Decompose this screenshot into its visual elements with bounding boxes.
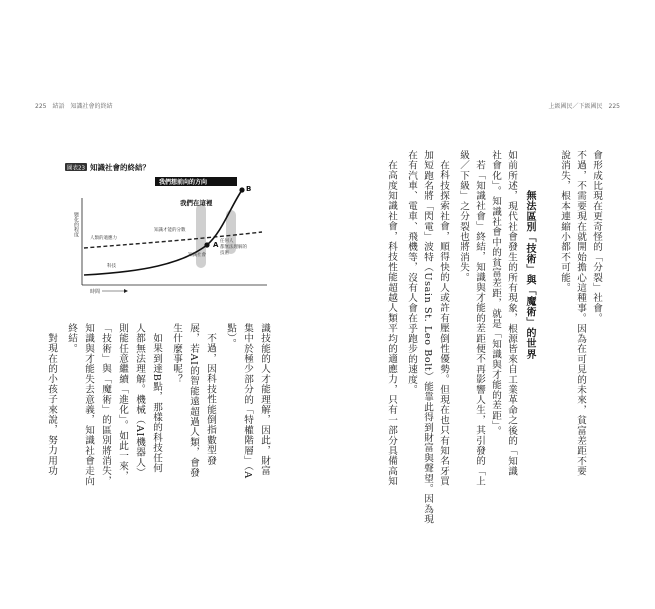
text-column: 知識與才能失去意義，知識社會走向 [83,323,94,487]
text-column: 集中於極少部分的「特權階層」（A [242,323,253,479]
text-column: 識技能的人才能理解，因此，財富 [259,323,270,476]
text-column: 不過，不需要現在就開始擔心這種事。因為在可見的未來，貧富差距不要 [575,150,586,477]
text-column: 在有汽車、電車、飛機等，沒有人會在乎跑步的速度。 [406,150,417,395]
banner-label: 我們想前向的方向 [159,179,208,186]
text-column: 不過，因科技性能倒指數型發 [205,333,216,466]
text-column: 如前所述，現代社會發生的所有現象，根源皆來自工業革命之後的「知識 [506,150,517,477]
figure-knowledge-society [62,160,277,300]
text-column: 生什麼事呢？ [171,323,182,385]
text-column: 社會化」。知識社會中的貧富差距，就是「知識與才能的差距」。 [490,150,501,437]
label-ability: 知識才能的分數 [154,228,186,233]
point-b [239,187,244,192]
text-column: 終結。 [66,323,77,354]
time-arrow-head [124,289,128,293]
text-column: 如果到達B點，那樣的科技任何 [151,333,162,474]
text-column: 在高度知識社會，科技性能超越人類平均的適應力，只有一部分具備高知 [386,160,397,487]
label-we-are-here: 我們在這裡 [180,199,213,207]
label-tail-2: 都無法理解的 [220,245,247,250]
label-a: A [213,241,219,249]
y-axis-label: 變化的程度 [73,212,79,237]
text-column: 人都無法理解。機械（AI機器人） [134,323,145,478]
label-knowledge-society: 知識社會 [188,253,206,258]
page-header-right: 上級國民／下級國民 225 [548,103,620,110]
x-axis-label: 時間 [90,289,101,295]
point-a [204,242,209,247]
label-human-adaptability: 人類的適應力 [90,236,117,241]
text-column: 點）。 [225,323,236,349]
section-heading: 無法區別「技術」與「魔術」的世界 [524,190,535,360]
text-column: 對現在的小孩子來說，努力用功 [46,333,57,476]
label-b: B [246,185,252,193]
text-column: 若「知識社會」終結，知識與才能的差距便不再影響人生，其引發的「上 [474,160,485,487]
text-column: 在科技探索社會，順得快的人或許有壓倒性優勢。但現在也只有知名牙買 [438,160,449,487]
text-column: 則能任意繼續「進化」。如此一來， [117,323,128,482]
text-column: 展，若AI的智能遠超過人類，會發 [188,323,199,478]
text-column: 說消失，根本連縮小都不可能。 [559,150,570,293]
text-column: 級／下級」之分裂也將消失。 [458,150,469,283]
label-tail-1: 任何人 [220,239,234,244]
page-header-left: 225 結語 知識社會的終結 [35,103,113,110]
text-column: 加短跑名將「閃電」波特（Usain St. Leo Bolt）能靠此得到財富與聲望。因為現 [422,150,433,525]
figure-tag: 圖表23 [67,165,85,172]
label-technology: 科技 [107,264,116,269]
label-tail-3: 技術 [220,251,229,256]
text-column: 「技術」與「魔術」的區別將消失， [100,323,111,487]
text-column: 會形成比現在更奇怪的「分裂」社會。 [591,150,602,324]
figure-title: 知識社會的終結？ [90,163,150,172]
band-a [196,204,206,268]
